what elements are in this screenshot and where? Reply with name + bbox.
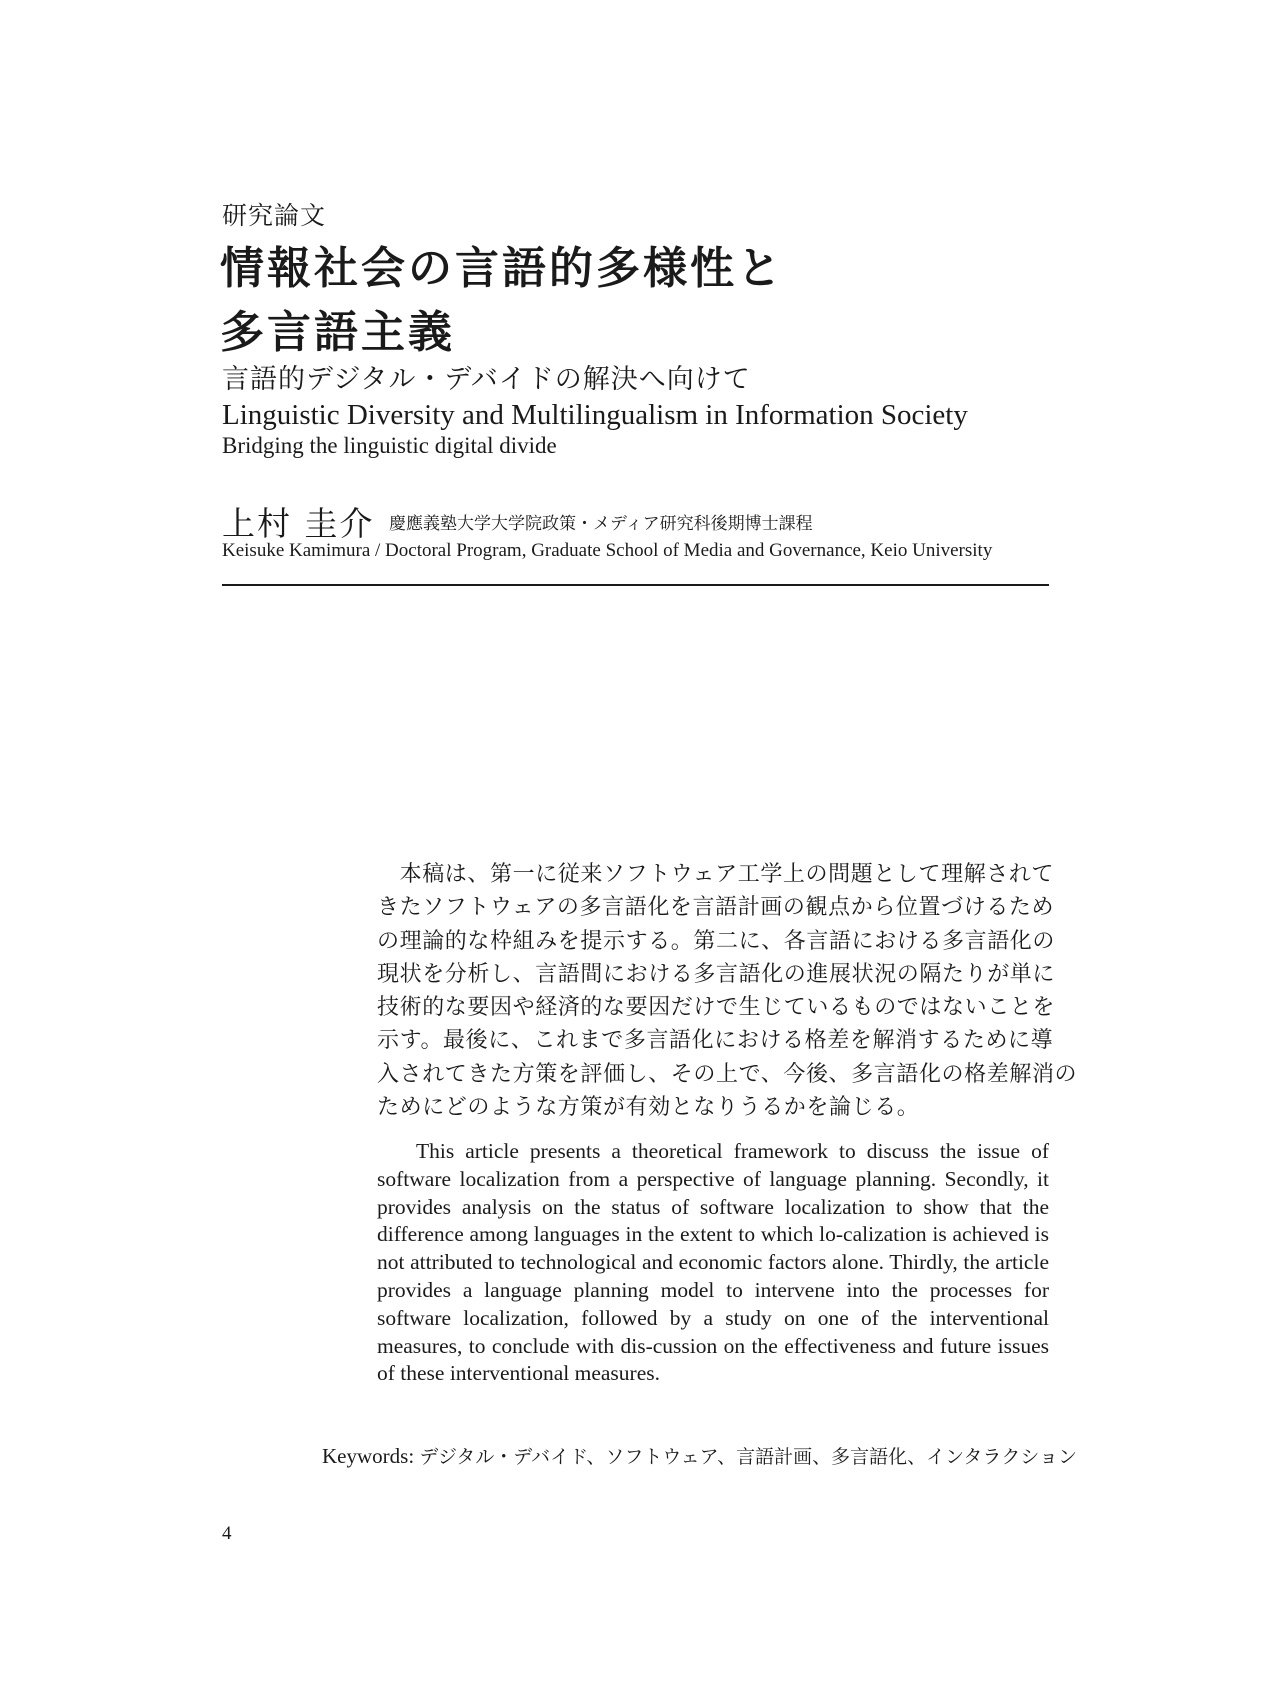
- abstract-jp-line: 本稿は、第一に従来ソフトウェア工学上の問題として理解されて: [377, 862, 1055, 887]
- abstract-en: This article presents a theoretical framework to discuss the issue of software localization from a perspective of language planning. Secondly, it provides analysis on the status of software localization to show that the difference among languages in the extent to which lo-calization is achieved is not attributed to technological and economic factors alone. Thirdly, the article provides a language planning model to intervene into the processes for software localization, followed by a study on one of the interventional measures, to conclude with dis-cussion on the effectiveness and future issues of these interventional measures.: [377, 1139, 1049, 1386]
- title-jp-line-2: 多言語主義: [220, 307, 455, 358]
- title-jp-line-1: 情報社会の言語的多様性と: [220, 243, 784, 294]
- keywords: [322, 1442, 1077, 1469]
- abstract-jp-line: ためにどのような方策が有効となりうるかを論じる。: [377, 1095, 920, 1121]
- article-category: 研究論文: [222, 201, 327, 230]
- author-affiliation-jp: 慶應義塾大学大学院政策・メディア研究科後期博士課程: [389, 514, 813, 534]
- page-number: 4: [222, 1523, 232, 1544]
- title-en: Linguistic Diversity and Multilingualism in Information Society: [222, 399, 968, 431]
- author-name-affiliation-en: Keisuke Kamimura / Doctoral Program, Graduate School of Media and Governance, Keio University: [222, 540, 993, 561]
- abstract-jp-line: 示す。最後に、これまで多言語化における格差を解消するために導: [377, 1028, 1054, 1054]
- author-name-jp: 上村 圭介: [222, 504, 375, 543]
- keywords-label: Keywords:: [322, 1444, 415, 1468]
- abstract-jp: [377, 858, 1078, 1124]
- abstract-jp-line: きたソフトウェアの多言語化を言語計画の観点から位置づけるため: [377, 895, 1055, 921]
- abstract-jp-line: 技術的な要因や経済的な要因だけで生じているものではないことを: [377, 995, 1056, 1021]
- header-divider: [222, 584, 1049, 586]
- abstract-jp-line: の理論的な枠組みを提示する。第二に、各言語における多言語化の: [377, 928, 1056, 954]
- subtitle-en: Bridging the linguistic digital divide: [222, 433, 557, 458]
- abstract-jp-line: 現状を分析し、言語間における多言語化の進展状況の隔たりが単に: [377, 961, 1056, 987]
- abstract-jp-line: 入されてきた方策を評価し、その上で、今後、多言語化の格差解消の: [377, 1061, 1078, 1087]
- keywords-values: デジタル・デバイド、ソフトウェア、言語計画、多言語化、インタラクション: [419, 1446, 1077, 1468]
- subtitle-jp: 言語的デジタル・デバイドの解決へ向けて: [222, 364, 751, 395]
